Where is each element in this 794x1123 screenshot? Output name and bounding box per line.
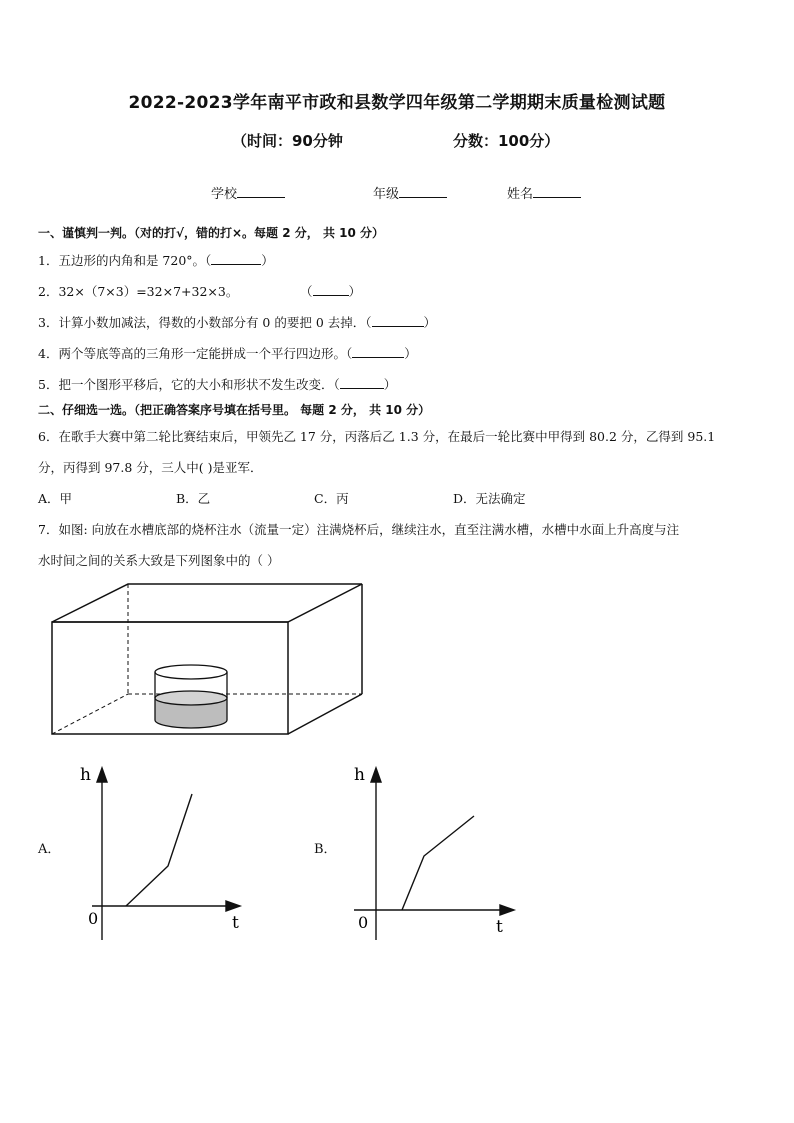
tank-hidden-diagonal-edge (52, 694, 128, 734)
school-label: 学校 (211, 187, 238, 202)
graph-a-line (126, 794, 192, 906)
tank-right-bottom-edge (288, 694, 362, 734)
q6-option-a[interactable]: A．甲 (38, 491, 73, 506)
graph-a-label[interactable]: A． (38, 842, 61, 857)
q6-option-c[interactable]: C．丙 (314, 491, 349, 506)
graph-b-y-label: h (354, 765, 365, 785)
exam-time: （时间：90分钟 (232, 132, 343, 150)
question-5-text: 5．把一个图形平移后，它的大小和形状不发生改变．（ (38, 377, 340, 392)
question-4: 4．两个等底等高的三角形一定能拼成一个平行四边形。（ ） (38, 346, 417, 361)
graph-a-x-arrow-icon (226, 901, 240, 911)
graph-a-origin: 0 (88, 909, 99, 928)
graph-b-label[interactable]: B． (314, 842, 337, 857)
question-7-line1: 7．如图: 向放在水槽底部的烧杯注水（流量一定）注满烧杯后，继续注水，直至注满水槽，水槽中水面上升高度与注 (38, 522, 680, 537)
graph-a-y-arrow-icon (97, 768, 107, 782)
question-2 (38, 282, 238, 300)
graph-b-x-arrow-icon (500, 905, 514, 915)
graph-b (352, 760, 532, 950)
question-5: 5．把一个图形平移后，它的大小和形状不发生改变．（ ） (38, 377, 397, 392)
name-label: 姓名 (507, 187, 534, 202)
section1-heading: 一、谨慎判一判。（对的打√，错的打×。每题 2 分， 共 10 分） (38, 226, 384, 240)
graph-a-x-label: t (232, 913, 239, 933)
name-blank[interactable] (533, 185, 581, 198)
grade-blank[interactable] (399, 185, 447, 198)
exam-score: 分数：100分） (453, 132, 560, 150)
grade-label: 年级 (373, 187, 400, 202)
grade-field (373, 183, 447, 202)
school-field (211, 183, 285, 202)
name-field (507, 183, 581, 202)
q6-option-d[interactable]: D．无法确定 (453, 491, 526, 506)
answer-blank-2[interactable] (313, 284, 349, 296)
question-6-line1: 6．在歌手大赛中第二轮比赛结束后，甲领先乙 17 分，丙落后乙 1.3 分，在最后一轮比赛中甲得到 80.2 分，乙得到 95.1 (38, 429, 716, 444)
q6-option-b[interactable]: B．乙 (176, 491, 211, 506)
graph-a (80, 760, 260, 950)
tank-figure (40, 580, 380, 740)
answer-blank-5[interactable] (340, 377, 384, 389)
section2-heading: 二、仔细选一选。（把正确答案序号填在括号里。 每题 2 分， 共 10 分） (38, 403, 431, 417)
answer-paren-2: （ ） (300, 284, 362, 299)
graph-b-line (402, 816, 474, 910)
answer-blank-3[interactable] (372, 315, 424, 327)
question-7-line2: 水时间之间的关系大致是下列图象中的（ ） (38, 553, 280, 568)
beaker (155, 665, 227, 728)
question-2-text: 2．32×（7×3）=32×7+32×3。 (38, 284, 239, 299)
answer-blank-4[interactable] (352, 346, 404, 358)
question-3-text: 3．计算小数加减法，得数的小数部分有 0 的要把 0 去掉．（ (38, 315, 372, 330)
question-6-line2: 分，丙得到 97.8 分，三人中( )是亚军． (38, 460, 263, 475)
tank-top-face (52, 584, 362, 622)
question-1: 1．五边形的内角和是 720°。（ ） (38, 253, 274, 268)
school-blank[interactable] (237, 185, 285, 198)
question-1-text: 1．五边形的内角和是 720°。（ (38, 253, 212, 268)
question-3: 3．计算小数加减法，得数的小数部分有 0 的要把 0 去掉．（ ） (38, 315, 437, 330)
page-title: 2022-2023学年南平市政和县数学四年级第二学期期末质量检测试题 (128, 93, 666, 113)
answer-blank-1[interactable] (211, 253, 261, 265)
graph-b-x-label: t (496, 917, 503, 937)
graph-a-y-label: h (80, 765, 91, 785)
graph-b-y-arrow-icon (371, 768, 381, 782)
question-4-text: 4．两个等底等高的三角形一定能拼成一个平行四边形。（ (38, 346, 353, 361)
graph-b-origin: 0 (358, 913, 369, 932)
